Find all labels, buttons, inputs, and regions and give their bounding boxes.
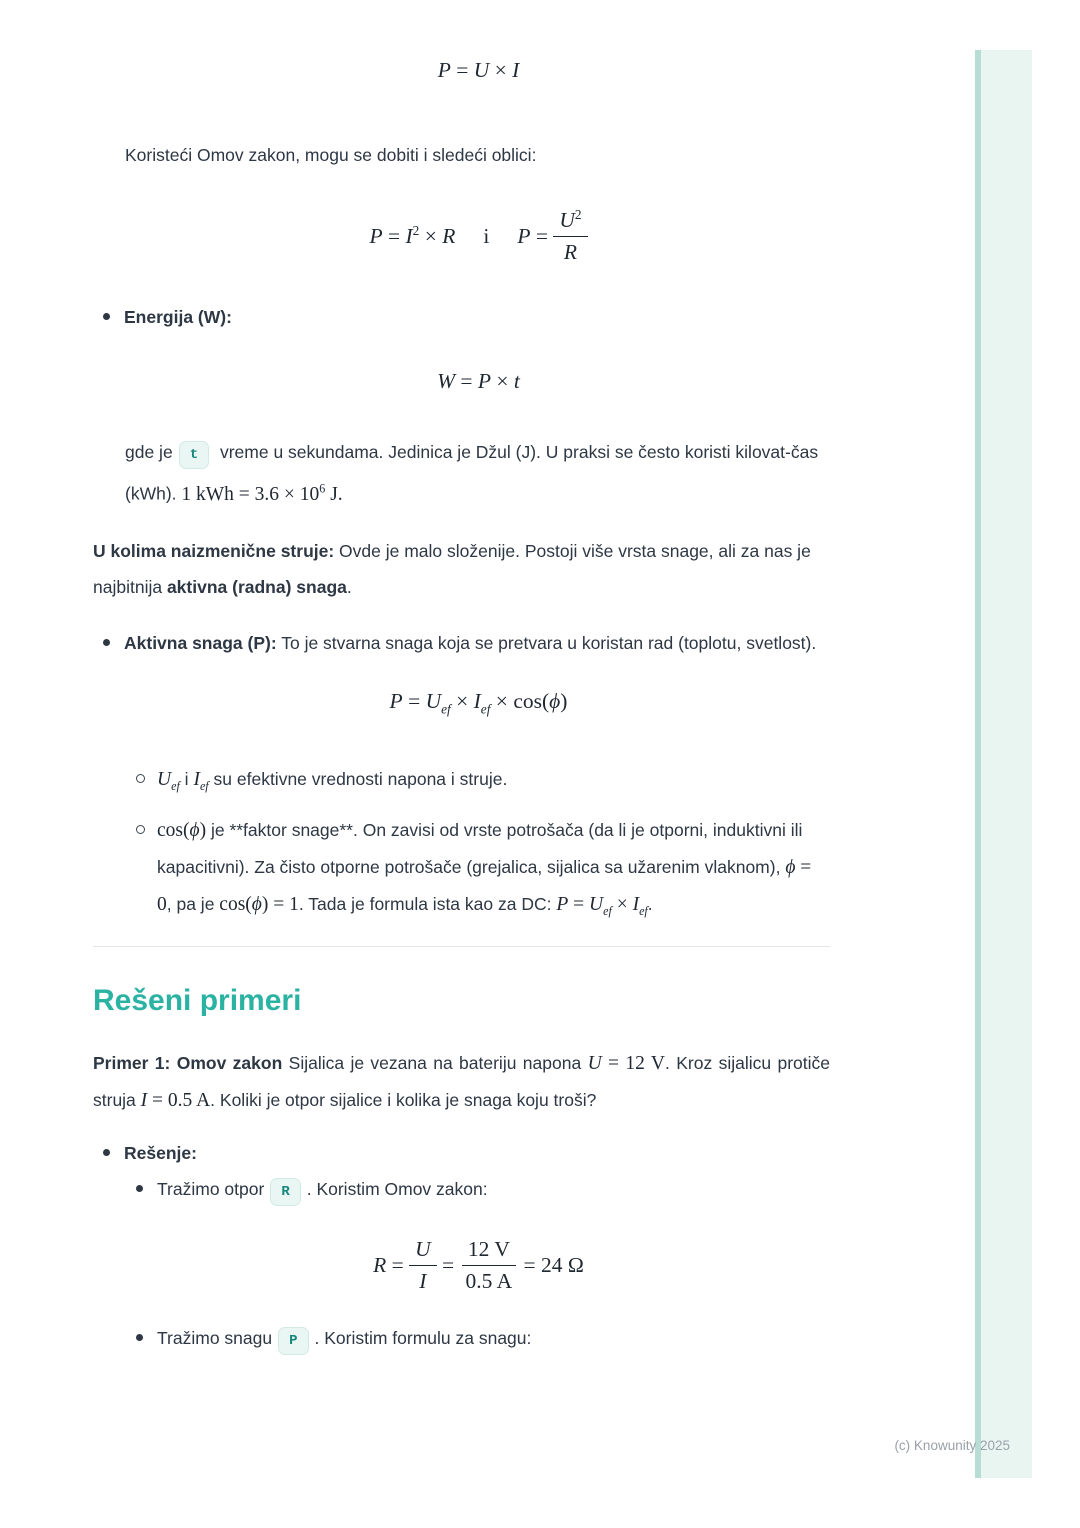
math-subscript: ef (639, 903, 648, 918)
math-expression (517, 224, 553, 249)
list-item-label: Rešenje: (124, 1142, 197, 1163)
math-value: 24 Ω (541, 1252, 584, 1277)
math-var-w: W (437, 369, 455, 394)
math-var-i: I (512, 58, 520, 82)
math-var-phi: ϕ (549, 688, 561, 713)
section-heading: Rešeni primeri (93, 983, 302, 1017)
kwh-base: 1 kWh = 3.6 × 10 (181, 483, 320, 505)
math-var-u (157, 768, 180, 793)
math-op-eq: = (402, 688, 426, 713)
text-run: . Koristim Omov zakon: (306, 1178, 488, 1199)
text-run: . Koristim formulu za snagu: (314, 1327, 532, 1348)
page-footer: (c) Knowunity 2025 (894, 1438, 1010, 1453)
math-exponent: 2 (574, 207, 582, 222)
kwh-equation (181, 481, 343, 505)
bullet-circle-icon (136, 774, 145, 783)
math-fraction (460, 1237, 519, 1294)
math-fn-cos: cos( (513, 688, 550, 713)
math-expression (438, 58, 520, 83)
fraction-numerator (553, 207, 587, 237)
math-fn-cos: cos( (157, 819, 190, 841)
math-op-eq: = (518, 1252, 542, 1277)
math-value: = 0.5 A (147, 1089, 211, 1111)
bullet-disc-icon (103, 313, 110, 320)
math-paren: ) (560, 688, 568, 713)
math-exponent: 2 (412, 223, 420, 238)
math-var-p: P (517, 223, 531, 248)
math-var-u: U (425, 688, 442, 713)
math-value: = 12 V (601, 1052, 666, 1074)
math-subscript: ef (441, 700, 451, 716)
bullet-disc-icon (103, 1149, 110, 1156)
list-item-cos-phi (93, 812, 830, 929)
list-item-uef-ief (93, 761, 830, 804)
math-var: I (193, 768, 200, 790)
bold-run: Primer 1: Omov zakon (93, 1052, 283, 1073)
paragraph-primer-1 (93, 1045, 830, 1119)
math-var-i (632, 893, 648, 918)
math-op-times: × (491, 369, 514, 394)
bold-run: aktivna (radna) snaga (166, 576, 347, 597)
kwh-unit: J. (325, 483, 343, 505)
math-var-phi: ϕ (251, 893, 262, 915)
math-subscript: ef (480, 700, 491, 716)
list-item-resenje (93, 1135, 830, 1171)
text-run: Tražimo snagu (157, 1327, 273, 1348)
math-var-u: U (473, 58, 490, 82)
math-op-eq: = (436, 1252, 460, 1277)
text-run: . Koliki je otpor sijalice i kolika je snaga koju troši? (210, 1089, 597, 1110)
list-item-trazimo-snagu (93, 1320, 830, 1356)
math-expression (373, 1253, 409, 1278)
inline-code-t: t (179, 441, 209, 469)
text-run: , pa je (166, 893, 220, 914)
bullet-circle-icon (136, 825, 145, 834)
bullet-disc-icon (103, 639, 110, 646)
math-var-i: I (140, 1089, 148, 1111)
math-op-eq: = (382, 224, 406, 249)
math-var-r: R (373, 1252, 387, 1277)
fraction-numerator: 12 V (462, 1237, 516, 1266)
paragraph-gde-je (93, 434, 830, 513)
bold-run: Aktivna snaga (P): (124, 632, 277, 653)
math-var-t: t (513, 369, 520, 394)
math-var: U (589, 893, 604, 915)
formula-power-dc (93, 58, 830, 83)
math-var: U (157, 768, 172, 790)
text-run: . (647, 893, 653, 914)
fraction-denominator: 0.5 A (465, 1268, 513, 1293)
fraction-numerator: U (409, 1237, 437, 1266)
bullet-disc-icon (136, 1185, 143, 1192)
math-eq-one: ) = 1 (261, 893, 299, 915)
text-run: . Tada je formula ista kao za DC: (298, 893, 557, 914)
fraction-denominator: I (419, 1268, 427, 1293)
list-item-trazimo-otpor (93, 1171, 830, 1207)
document-content (93, 0, 830, 1356)
text-run: gde je (125, 442, 173, 463)
paragraph-ac-circuits (93, 533, 830, 605)
math-result (518, 1253, 584, 1278)
inline-code-r: R (270, 1178, 300, 1206)
list-item-energija (93, 299, 830, 335)
math-op-times: × (490, 688, 514, 713)
math-subscript: ef (171, 778, 180, 793)
math-expression (369, 223, 455, 249)
math-op-eq: = (568, 893, 589, 915)
math-var-p: P (556, 893, 569, 915)
math-conjunction: i (483, 223, 490, 248)
math-subscript: ef (603, 903, 612, 918)
math-expression (390, 689, 568, 717)
math-op-times: × (450, 688, 474, 713)
math-op-eq: = (530, 223, 554, 248)
math-var-phi: ϕ (189, 819, 200, 841)
math-op-times: × (611, 893, 633, 915)
math-expression (437, 369, 520, 394)
list-item-label: Energija (W): (124, 307, 232, 328)
formula-power-forms (93, 207, 830, 265)
text-run: su efektivne vrednosti napona i struje. (208, 768, 508, 789)
bullet-disc-icon (136, 1334, 143, 1341)
math-fraction (409, 1237, 437, 1294)
text-run: Tražimo otpor (157, 1178, 265, 1199)
formula-ohm-solution (93, 1237, 830, 1294)
math-paren: ) (199, 819, 207, 841)
math-var-p: P (477, 369, 492, 394)
math-subscript: ef (199, 778, 209, 793)
math-var-p: P (389, 688, 403, 713)
math-var-u (589, 893, 612, 918)
bold-run: U kolima naizmenične struje: (93, 540, 335, 561)
section-divider (93, 946, 830, 947)
text-run: je **faktor snage**. On zavisi od vrste potrošača (da li je otporni, induktivni ili kapacitivni). Za čisto otporne potrošače (grejalica, sijalica sa užarenim vlaknom), (157, 819, 803, 877)
math-op-eq: = (455, 369, 478, 394)
math-var-p: P (437, 58, 451, 82)
math-var-u: U (559, 208, 575, 233)
math-var-r: R (442, 224, 456, 249)
math-var-i: I (405, 224, 413, 249)
math-eq-zero: = 0 (157, 856, 812, 915)
math-op-times: × (489, 58, 513, 82)
math-var-phi: ϕ (785, 856, 796, 878)
list-item-aktivna-snaga (93, 625, 830, 661)
text-run: i (179, 768, 194, 789)
text-run: To je stvarna snaga koja se pretvara u koristan rad (toplotu, svetlost). (276, 632, 817, 653)
math-var-i (193, 768, 209, 793)
math-var-u: U (587, 1052, 602, 1074)
text-run: . Kroz sijalicu protiče struja (93, 1052, 830, 1110)
math-var-p: P (369, 224, 383, 249)
math-fn-cos: cos( (219, 893, 252, 915)
formula-energy (93, 369, 830, 394)
math-op-eq: = (386, 1252, 410, 1277)
math-var: I (632, 893, 640, 915)
fraction-denominator: R (563, 240, 578, 265)
text-run: . (346, 576, 352, 597)
math-op-eq: = (450, 58, 474, 82)
text-run: vreme u sekundama. Jedinica je Džul (J). U praksi se često koristi kilovat-čas (kWh). (125, 442, 819, 504)
kwh-exponent: 6 (319, 481, 326, 496)
inline-code-p: P (278, 1327, 308, 1355)
math-fraction (553, 207, 587, 265)
paragraph-koristeci: Koristeći Omov zakon, mogu se dobiti i sledeći oblici: (125, 145, 537, 165)
math-var-i: I (473, 688, 481, 713)
text-run: Sijalica je vezana na bateriju napona (282, 1052, 588, 1073)
formula-active-power (93, 689, 830, 717)
page-edge-accent-bar (975, 50, 1032, 1478)
text-run: Ovde je malo složenije. Postoji više vrsta snage, ali za nas je najbitnija (93, 540, 811, 597)
math-op-times: × (419, 224, 443, 249)
